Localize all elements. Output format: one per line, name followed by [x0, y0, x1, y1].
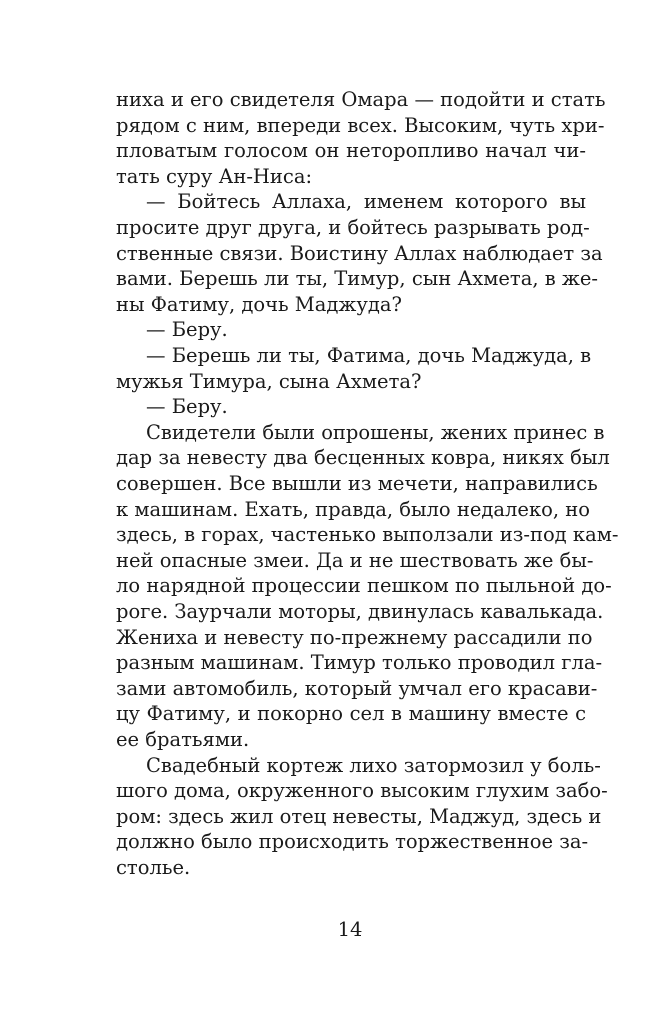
text-line: мужья Тимура, сына Ахмета?: [116, 369, 422, 393]
text-line: дар за невесту два бесценных ковра, никях был: [116, 446, 610, 470]
text-line: шого дома, окруженного высоким глухим забо-: [116, 779, 608, 803]
text-line: должно было происходить торжественное за-: [116, 830, 589, 854]
text-line: ственные связи. Воистину Аллах наблюдает за: [116, 241, 603, 265]
text-line: тать суру Ан-Ниса:: [116, 164, 313, 188]
text-line: пловатым голосом он неторопливо начал чи-: [116, 139, 586, 163]
dialogue-line: — Беру.: [146, 318, 228, 342]
text-line: роге. Заурчали моторы, двинулась кавалькада.: [116, 600, 604, 623]
dialogue-line: — Берешь ли ты, Фатима, дочь Маджуда, в: [146, 344, 592, 367]
text-line: зами автомобиль, который умчал его красави-: [116, 676, 598, 700]
text-line: рядом с ним, впереди всех. Высоким, чуть хри-: [116, 113, 605, 137]
page-number: 14: [337, 918, 363, 941]
text-line: ней опасные змеи. Да и не шествовать же бы-: [116, 548, 594, 572]
paragraph-first-line: Свадебный кортеж лихо затормозил у боль-: [146, 753, 601, 777]
text-line: к машинам. Ехать, правда, было недалеко, но: [116, 497, 591, 521]
text-line: вами. Берешь ли ты, Тимур, сын Ахмета, в же-: [116, 267, 598, 291]
text-line: совершен. Все вышли из мечети, направились: [116, 472, 598, 495]
text-line: здесь, в горах, частенько выползали из-под кам-: [116, 523, 619, 547]
dialogue-line: — Беру.: [146, 395, 228, 419]
text-line: ром: здесь жил отец невесты, Маджуд, здесь и: [116, 804, 602, 828]
text-line: ниха и его свидетеля Омара — подойти и стать: [116, 88, 606, 111]
text-line: столье.: [116, 856, 191, 879]
text-line: просите друг друга, и бойтесь разрывать род-: [116, 216, 590, 239]
paragraph-first-line: Свидетели были опрошены, жених принес в: [146, 420, 605, 444]
text-line: разным машинам. Тимур только проводил гла-: [116, 651, 603, 675]
dialogue-line: — Бойтесь Аллаха, именем которого вы: [146, 190, 586, 214]
text-line: ны Фатиму, дочь Маджуда?: [116, 292, 402, 316]
text-line: ло нарядной процессии пешком по пыльной до-: [116, 574, 612, 598]
text-line: ее братьями.: [116, 728, 250, 751]
text-line: цу Фатиму, и покорно сел в машину вместе с: [116, 702, 586, 726]
text-line: Жениха и невесту по-прежнему рассадили по: [116, 625, 593, 649]
